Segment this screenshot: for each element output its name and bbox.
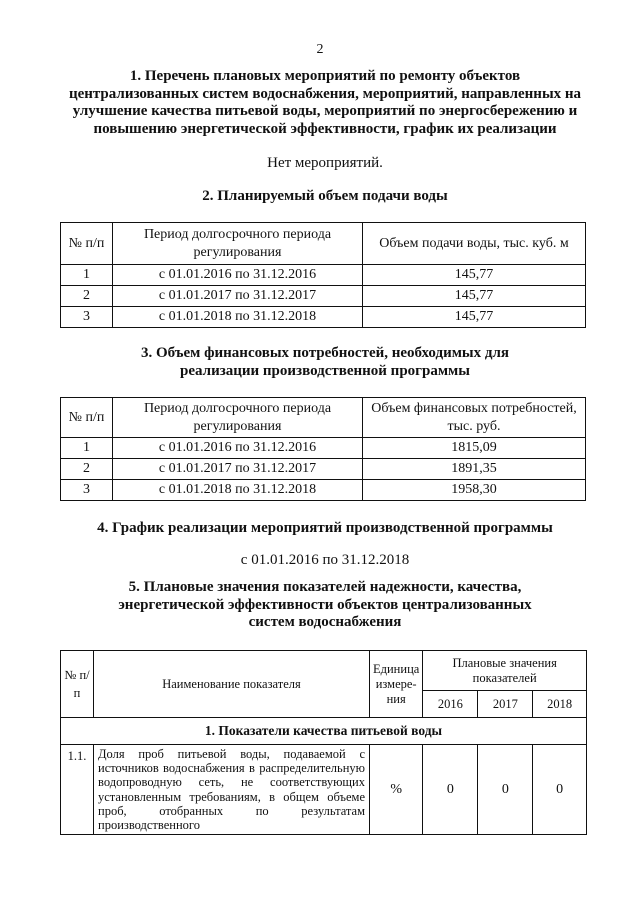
indicators-table (60, 650, 587, 835)
cell-period: с 01.01.2016 по 31.12.2016 (113, 265, 363, 286)
header-unit: Единица измере-ния (370, 651, 423, 718)
section5-title (60, 579, 590, 632)
cell-period: с 01.01.2017 по 31.12.2017 (113, 459, 363, 480)
section3-title-line: реализации производственной программы (180, 362, 470, 379)
section1-title-line: 1. Перечень плановых мероприятий по ремонту объектов (129, 68, 521, 84)
cell-num: 1 (61, 265, 113, 286)
cell-num: 1 (61, 438, 113, 459)
table-row (61, 307, 586, 328)
header-num: № п/п (61, 651, 94, 718)
header-period: Период долгосрочного периода регулирования (113, 398, 363, 438)
cell-num: 3 (61, 307, 113, 328)
cell-indicator-name: Доля проб питьевой воды, подаваемой с источников водоснабжения в распределительную водопроводную сеть, не соответствующих установленным требованиям, в общем объеме проб, отобранных по результатам производственного (94, 745, 370, 835)
section5-title-line: энергетической эффективности объектов централизованных (118, 596, 532, 613)
header-volume: Объем подачи воды, тыс. куб. м (363, 223, 586, 265)
group-row (61, 718, 587, 745)
financial-needs-table (60, 397, 586, 501)
page-number: 2 (316, 42, 324, 57)
header-finance: Объем финансовых потребностей, тыс. руб. (363, 398, 586, 438)
section1-title-line: улучшение качества питьевой воды, мероприятий по энергосбережению и (72, 103, 578, 119)
cell-period: с 01.01.2016 по 31.12.2016 (113, 438, 363, 459)
cell-num: 2 (61, 459, 113, 480)
section2-title: 2. Планируемый объем подачи воды (202, 188, 448, 204)
table-header-row (61, 223, 586, 265)
cell-period: с 01.01.2018 по 31.12.2018 (113, 307, 363, 328)
cell-finance: 1958,30 (363, 480, 586, 501)
table-header-row (61, 398, 586, 438)
section4-period: с 01.01.2016 по 31.12.2018 (240, 552, 410, 568)
cell-period: с 01.01.2017 по 31.12.2017 (113, 286, 363, 307)
table-row (61, 286, 586, 307)
group-title: 1. Показатели качества питьевой воды (61, 718, 587, 745)
water-supply-table (60, 222, 586, 328)
cell-num: 1.1. (61, 745, 94, 835)
table-row (61, 480, 586, 501)
cell-unit: % (370, 745, 423, 835)
section1-title (60, 68, 590, 138)
header-year: 2017 (478, 691, 533, 718)
section3-title (60, 345, 590, 380)
section1-title-line: повышению энергетической эффективности, график их реализации (93, 120, 557, 137)
section3-title-line: 3. Объем финансовых потребностей, необходимых для (140, 345, 510, 361)
cell-volume: 145,77 (363, 286, 586, 307)
table-header-row (61, 651, 587, 691)
section1-note: Нет мероприятий. (267, 155, 383, 171)
section4-title: 4. График реализации мероприятий производственной программы (97, 520, 553, 536)
cell-value-2016: 0 (423, 745, 478, 835)
cell-num: 3 (61, 480, 113, 501)
cell-finance: 1891,35 (363, 459, 586, 480)
header-year: 2016 (423, 691, 478, 718)
cell-period: с 01.01.2018 по 31.12.2018 (113, 480, 363, 501)
table-row (61, 745, 587, 835)
cell-num: 2 (61, 286, 113, 307)
table-row (61, 438, 586, 459)
cell-volume: 145,77 (363, 307, 586, 328)
header-name: Наименование показателя (94, 651, 370, 718)
cell-volume: 145,77 (363, 265, 586, 286)
header-period: Период долгосрочного периода регулирования (113, 223, 363, 265)
header-num: № п/п (61, 398, 113, 438)
cell-finance: 1815,09 (363, 438, 586, 459)
section1-title-line: централизованных систем водоснабжения, мероприятий, направленных на (68, 85, 582, 102)
header-num: № п/п (61, 223, 113, 265)
section5-title-line: 5. Плановые значения показателей надежности, качества, (128, 579, 522, 595)
cell-value-2018: 0 (533, 745, 587, 835)
cell-value-2017: 0 (478, 745, 533, 835)
table-row (61, 265, 586, 286)
header-year: 2018 (533, 691, 587, 718)
header-planned: Плановые значения показателей (423, 651, 587, 691)
section5-title-line: систем водоснабжения (248, 614, 402, 630)
table-row (61, 459, 586, 480)
